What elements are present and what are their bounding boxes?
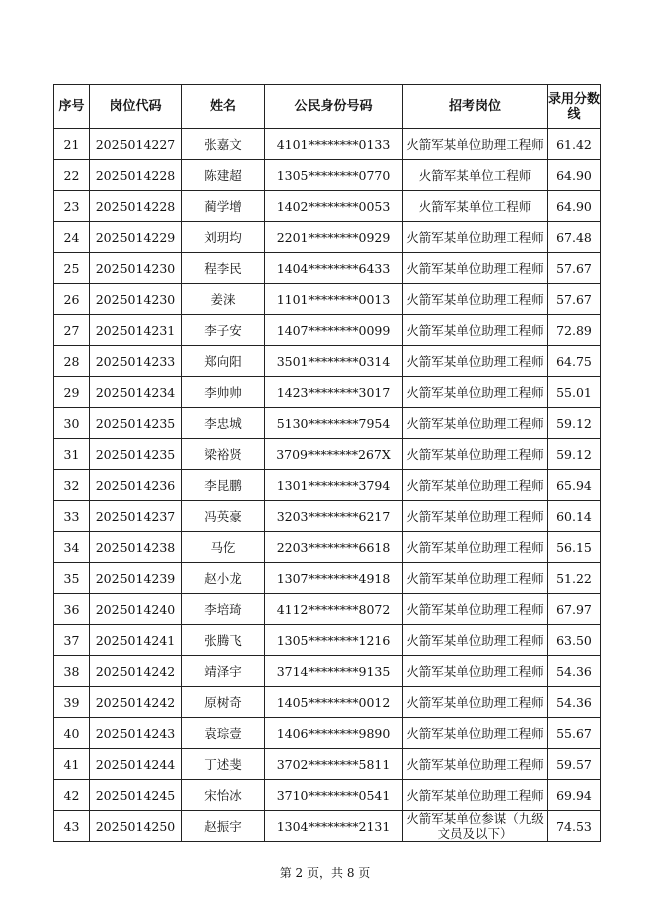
cell-name: 程李民 — [182, 253, 265, 284]
header-post-code: 岗位代码 — [90, 85, 182, 129]
cell-index: 32 — [54, 470, 90, 501]
cell-score-line: 72.89 — [548, 315, 601, 346]
table-row — [54, 253, 601, 284]
table-row — [54, 315, 601, 346]
cell-post-code: 2025014229 — [90, 222, 182, 253]
cell-name: 原树奇 — [182, 687, 265, 718]
cell-post-code: 2025014240 — [90, 594, 182, 625]
table-row — [54, 625, 601, 656]
cell-post-code: 2025014241 — [90, 625, 182, 656]
cell-post-code: 2025014227 — [90, 129, 182, 160]
cell-post-code: 2025014233 — [90, 346, 182, 377]
table-row — [54, 780, 601, 811]
cell-name: 马仡 — [182, 532, 265, 563]
header-score-line: 录用分数线 — [548, 85, 601, 129]
cell-name: 梁裕贤 — [182, 439, 265, 470]
cell-index: 41 — [54, 749, 90, 780]
cell-name: 袁琮壹 — [182, 718, 265, 749]
cell-id-number: 1406********9890 — [265, 718, 403, 749]
cell-score-line: 63.50 — [548, 625, 601, 656]
page-footer: 第 2 页，共 8 页 — [279, 866, 371, 880]
cell-index: 27 — [54, 315, 90, 346]
header-name: 姓名 — [182, 85, 265, 129]
cell-score-line: 57.67 — [548, 284, 601, 315]
cell-score-line: 74.53 — [548, 811, 601, 842]
cell-position: 火箭军某单位助理工程师 — [403, 656, 548, 687]
table-row — [54, 563, 601, 594]
cell-index: 37 — [54, 625, 90, 656]
cell-name: 张嘉文 — [182, 129, 265, 160]
table-row — [54, 129, 601, 160]
cell-index: 34 — [54, 532, 90, 563]
table-row — [54, 408, 601, 439]
cell-score-line: 59.12 — [548, 439, 601, 470]
cell-name: 李忠城 — [182, 408, 265, 439]
cell-index: 35 — [54, 563, 90, 594]
cell-index: 22 — [54, 160, 90, 191]
cell-name: 郑向阳 — [182, 346, 265, 377]
cell-index: 23 — [54, 191, 90, 222]
cell-id-number: 1307********4918 — [265, 563, 403, 594]
cell-id-number: 1305********0770 — [265, 160, 403, 191]
cell-post-code: 2025014228 — [90, 160, 182, 191]
cell-index: 31 — [54, 439, 90, 470]
cell-id-number: 3710********0541 — [265, 780, 403, 811]
cell-position: 火箭军某单位助理工程师 — [403, 625, 548, 656]
cell-id-number: 1301********3794 — [265, 470, 403, 501]
cell-position: 火箭军某单位助理工程师 — [403, 749, 548, 780]
cell-name: 赵小龙 — [182, 563, 265, 594]
cell-id-number: 1423********3017 — [265, 377, 403, 408]
table-row — [54, 811, 601, 842]
cell-score-line: 64.90 — [548, 191, 601, 222]
cell-index: 40 — [54, 718, 90, 749]
cell-position: 火箭军某单位助理工程师 — [403, 718, 548, 749]
cell-index: 29 — [54, 377, 90, 408]
cell-position: 火箭军某单位助理工程师 — [403, 315, 548, 346]
table-row — [54, 532, 601, 563]
cell-id-number: 1305********1216 — [265, 625, 403, 656]
table-row — [54, 222, 601, 253]
cell-score-line: 56.15 — [548, 532, 601, 563]
cell-post-code: 2025014244 — [90, 749, 182, 780]
cell-score-line: 61.42 — [548, 129, 601, 160]
cell-id-number: 3501********0314 — [265, 346, 403, 377]
cell-post-code: 2025014250 — [90, 811, 182, 842]
cell-id-number: 2203********6618 — [265, 532, 403, 563]
cell-index: 21 — [54, 129, 90, 160]
cell-post-code: 2025014243 — [90, 718, 182, 749]
cell-index: 33 — [54, 501, 90, 532]
cell-name: 李昆鹏 — [182, 470, 265, 501]
cell-position: 火箭军某单位助理工程师 — [403, 346, 548, 377]
cell-id-number: 5130********7954 — [265, 408, 403, 439]
admission-table — [53, 84, 601, 842]
cell-score-line: 59.12 — [548, 408, 601, 439]
cell-position: 火箭军某单位参谋（九级文员及以下） — [403, 811, 548, 842]
table-row — [54, 284, 601, 315]
cell-position: 火箭军某单位助理工程师 — [403, 687, 548, 718]
cell-index: 28 — [54, 346, 90, 377]
cell-post-code: 2025014245 — [90, 780, 182, 811]
cell-name: 李子安 — [182, 315, 265, 346]
cell-name: 李培琦 — [182, 594, 265, 625]
cell-index: 26 — [54, 284, 90, 315]
cell-post-code: 2025014237 — [90, 501, 182, 532]
cell-position: 火箭军某单位助理工程师 — [403, 439, 548, 470]
cell-score-line: 57.67 — [548, 253, 601, 284]
cell-id-number: 3714********9135 — [265, 656, 403, 687]
cell-name: 宋怡冰 — [182, 780, 265, 811]
cell-score-line: 65.94 — [548, 470, 601, 501]
cell-name: 蔺学增 — [182, 191, 265, 222]
table-header-row — [54, 85, 601, 129]
table-row — [54, 439, 601, 470]
cell-score-line: 51.22 — [548, 563, 601, 594]
cell-id-number: 3709********267X — [265, 439, 403, 470]
cell-index: 39 — [54, 687, 90, 718]
cell-name: 丁述斐 — [182, 749, 265, 780]
table-row — [54, 470, 601, 501]
cell-index: 30 — [54, 408, 90, 439]
cell-name: 刘玥均 — [182, 222, 265, 253]
cell-name: 靖泽宇 — [182, 656, 265, 687]
cell-post-code: 2025014236 — [90, 470, 182, 501]
cell-post-code: 2025014242 — [90, 656, 182, 687]
cell-name: 姜涞 — [182, 284, 265, 315]
cell-position: 火箭军某单位工程师 — [403, 191, 548, 222]
cell-position: 火箭军某单位助理工程师 — [403, 377, 548, 408]
table-row — [54, 501, 601, 532]
table-row — [54, 687, 601, 718]
cell-id-number: 1304********2131 — [265, 811, 403, 842]
cell-post-code: 2025014231 — [90, 315, 182, 346]
cell-index: 38 — [54, 656, 90, 687]
cell-score-line: 64.90 — [548, 160, 601, 191]
table-row — [54, 346, 601, 377]
cell-score-line: 54.36 — [548, 687, 601, 718]
cell-index: 25 — [54, 253, 90, 284]
cell-position: 火箭军某单位助理工程师 — [403, 532, 548, 563]
cell-position: 火箭军某单位助理工程师 — [403, 780, 548, 811]
cell-post-code: 2025014230 — [90, 284, 182, 315]
cell-post-code: 2025014235 — [90, 408, 182, 439]
header-index: 序号 — [54, 85, 90, 129]
cell-score-line: 60.14 — [548, 501, 601, 532]
cell-id-number: 1405********0012 — [265, 687, 403, 718]
cell-name: 张腾飞 — [182, 625, 265, 656]
cell-post-code: 2025014239 — [90, 563, 182, 594]
cell-score-line: 67.97 — [548, 594, 601, 625]
cell-position: 火箭军某单位助理工程师 — [403, 129, 548, 160]
cell-post-code: 2025014242 — [90, 687, 182, 718]
table-row — [54, 377, 601, 408]
cell-name: 冯英豪 — [182, 501, 265, 532]
cell-name: 陈建超 — [182, 160, 265, 191]
cell-score-line: 55.01 — [548, 377, 601, 408]
cell-post-code: 2025014234 — [90, 377, 182, 408]
cell-position: 火箭军某单位助理工程师 — [403, 408, 548, 439]
cell-score-line: 67.48 — [548, 222, 601, 253]
cell-position: 火箭军某单位助理工程师 — [403, 253, 548, 284]
cell-position: 火箭军某单位助理工程师 — [403, 470, 548, 501]
cell-position: 火箭军某单位助理工程师 — [403, 222, 548, 253]
cell-index: 24 — [54, 222, 90, 253]
cell-score-line: 54.36 — [548, 656, 601, 687]
cell-post-code: 2025014238 — [90, 532, 182, 563]
table-row — [54, 160, 601, 191]
cell-score-line: 59.57 — [548, 749, 601, 780]
table-row — [54, 191, 601, 222]
cell-id-number: 2201********0929 — [265, 222, 403, 253]
cell-index: 42 — [54, 780, 90, 811]
header-position: 招考岗位 — [403, 85, 548, 129]
table-row — [54, 656, 601, 687]
cell-index: 36 — [54, 594, 90, 625]
cell-position: 火箭军某单位助理工程师 — [403, 563, 548, 594]
table-row — [54, 718, 601, 749]
cell-position: 火箭军某单位助理工程师 — [403, 501, 548, 532]
cell-position: 火箭军某单位工程师 — [403, 160, 548, 191]
cell-id-number: 1404********6433 — [265, 253, 403, 284]
cell-post-code: 2025014228 — [90, 191, 182, 222]
cell-id-number: 1101********0013 — [265, 284, 403, 315]
cell-score-line: 55.67 — [548, 718, 601, 749]
cell-name: 李帅帅 — [182, 377, 265, 408]
table-row — [54, 749, 601, 780]
header-id-number: 公民身份号码 — [265, 85, 403, 129]
table-row — [54, 594, 601, 625]
cell-id-number: 1407********0099 — [265, 315, 403, 346]
table-body — [54, 129, 601, 842]
cell-id-number: 3702********5811 — [265, 749, 403, 780]
cell-index: 43 — [54, 811, 90, 842]
cell-position: 火箭军某单位助理工程师 — [403, 284, 548, 315]
cell-post-code: 2025014235 — [90, 439, 182, 470]
cell-id-number: 4101********0133 — [265, 129, 403, 160]
cell-id-number: 1402********0053 — [265, 191, 403, 222]
cell-score-line: 64.75 — [548, 346, 601, 377]
cell-id-number: 4112********8072 — [265, 594, 403, 625]
cell-name: 赵振宇 — [182, 811, 265, 842]
cell-position: 火箭军某单位助理工程师 — [403, 594, 548, 625]
cell-post-code: 2025014230 — [90, 253, 182, 284]
cell-id-number: 3203********6217 — [265, 501, 403, 532]
cell-score-line: 69.94 — [548, 780, 601, 811]
